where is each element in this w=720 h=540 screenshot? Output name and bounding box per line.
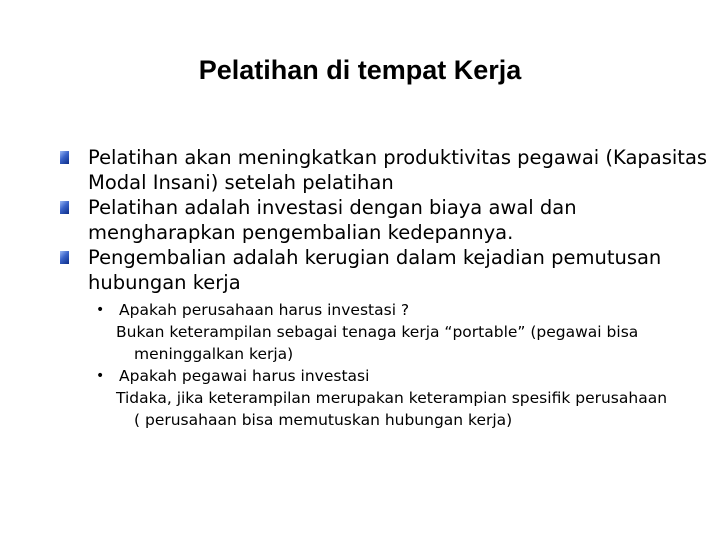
dot-bullet-icon: • — [96, 302, 105, 318]
sub-bullet-item — [96, 299, 676, 321]
square-bullet-icon — [60, 151, 69, 164]
square-bullet-icon — [60, 201, 69, 214]
sub-bullet-answer: Tidaka, jika keterampilan merupakan keterampian spesifik perusahaan ( perusahaan bisa memutuskan hubungan kerja) — [116, 389, 668, 429]
bullet-text: Pelatihan akan meningkatkan produktivitas pegawai (Kapasitas Modal Insani) setelah pelatihan — [88, 146, 708, 194]
sub-bullet-text: Apakah pegawai harus investasi — [119, 367, 370, 385]
sub-bullet-text: Apakah perusahaan harus investasi ? — [119, 301, 410, 319]
dot-bullet-icon: • — [96, 368, 105, 384]
bullet-item — [60, 245, 710, 295]
bullet-text: Pelatihan adalah investasi dengan biaya awal dan mengharapkan pengembalian kedepannya. — [88, 196, 577, 244]
bullet-item — [60, 145, 710, 195]
square-bullet-icon — [60, 251, 69, 264]
sub-bullet-list — [96, 299, 676, 431]
sub-bullet-item — [96, 365, 676, 387]
bullet-list — [60, 145, 710, 431]
sub-bullet-answer: Bukan keterampilan sebagai tenaga kerja “portable” (pegawai bisa meninggalkan kerja) — [116, 323, 639, 363]
bullet-text: Pengembalian adalah kerugian dalam kejadian pemutusan hubungan kerja — [88, 246, 662, 294]
bullet-item — [60, 195, 710, 245]
slide-title: Pelatihan di tempat Kerja — [198, 55, 522, 85]
